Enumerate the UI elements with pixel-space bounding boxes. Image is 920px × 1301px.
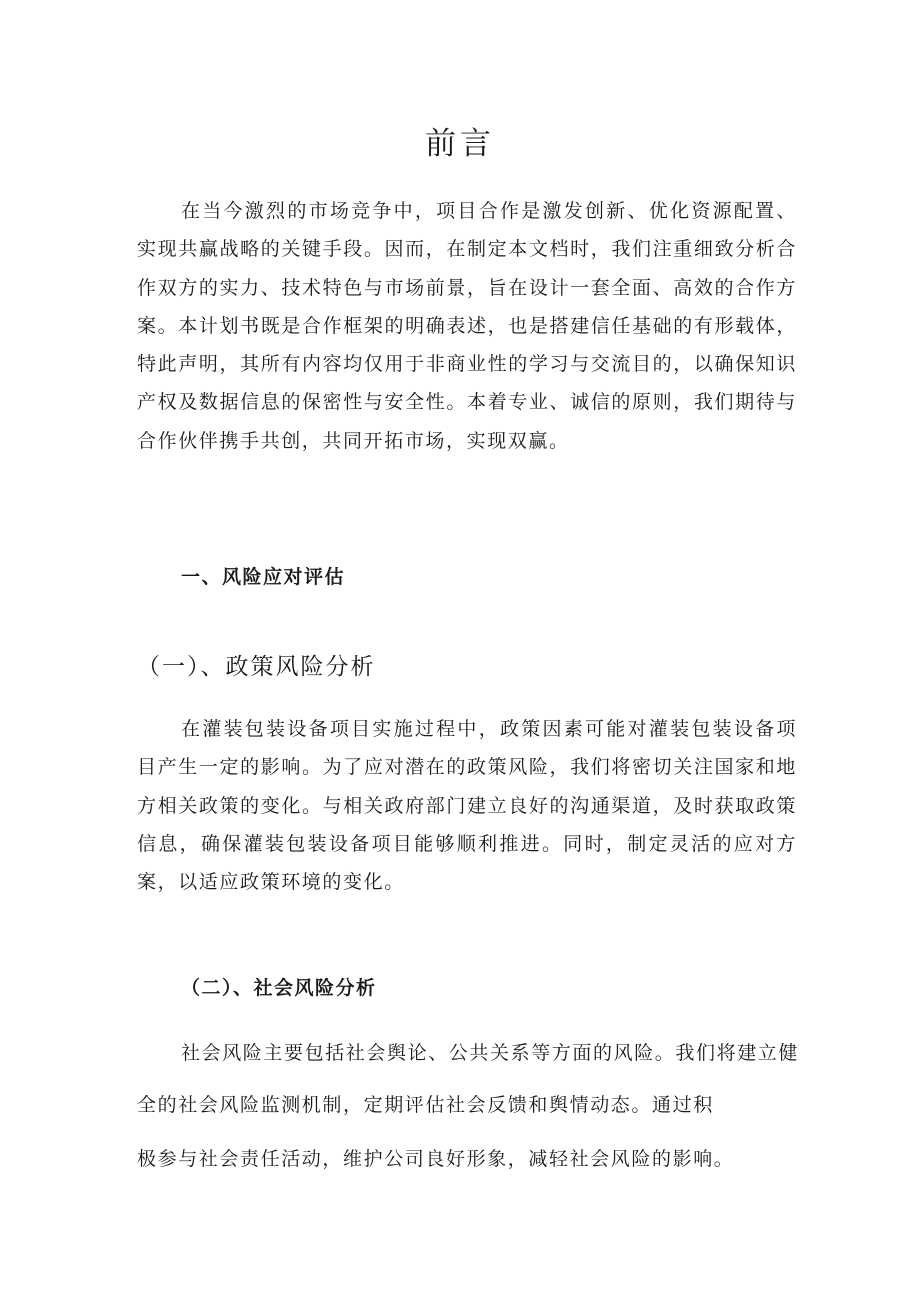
social-risk-line-3: 极参与社会责任活动，维护公司良好形象，减轻社会风险的影响。 [137,1148,735,1170]
preface-body: 在当今激烈的市场竞争中，项目合作是激发创新、优化资源配置、实现共赢战略的关键手段。因而，在制定本文档时，我们注重细致分析合作双方的实力、技术特色与市场前景，旨在设计一套全面、高效的合作方案。本计划书既是合作框架的明确表述，也是搭建信任基础的有形载体，特此声明，其所有内容均仅用于非商业性的学习与交流目的，以确保知识产权及数据信息的保密性与安全性。本着专业、诚信的原则，我们期待与合作伙伴携手共创，共同开拓市场，实现双赢。 [137,200,797,452]
social-risk-line-1: 社会风险主要包括社会舆论、公共关系等方面的风险。我们将建立健 [181,1042,800,1064]
subsection-heading-social-risk: （二）、社会风险分析 [181,977,377,999]
policy-risk-body: 在灌装包装设备项目实施过程中，政策因素可能对灌装包装设备项目产生一定的影响。为了应对潜在的政策风险，我们将密切关注国家和地方相关政策的变化。与相关政府部门建立良好的沟通渠道，及时获取政策信息，确保灌装包装设备项目能够顺利推进。同时，制定灵活的应对方案，以适应政策环境的变化。 [137,718,797,894]
social-risk-line-2: 全的社会风险监测机制，定期评估社会反馈和舆情动态。通过积 [137,1094,714,1116]
subsection-heading-policy-risk: （一）、政策风险分析 [137,654,376,680]
preface-title: 前言 [425,126,495,162]
section-heading-risk-assessment: 一、风险应对评估 [181,566,346,588]
